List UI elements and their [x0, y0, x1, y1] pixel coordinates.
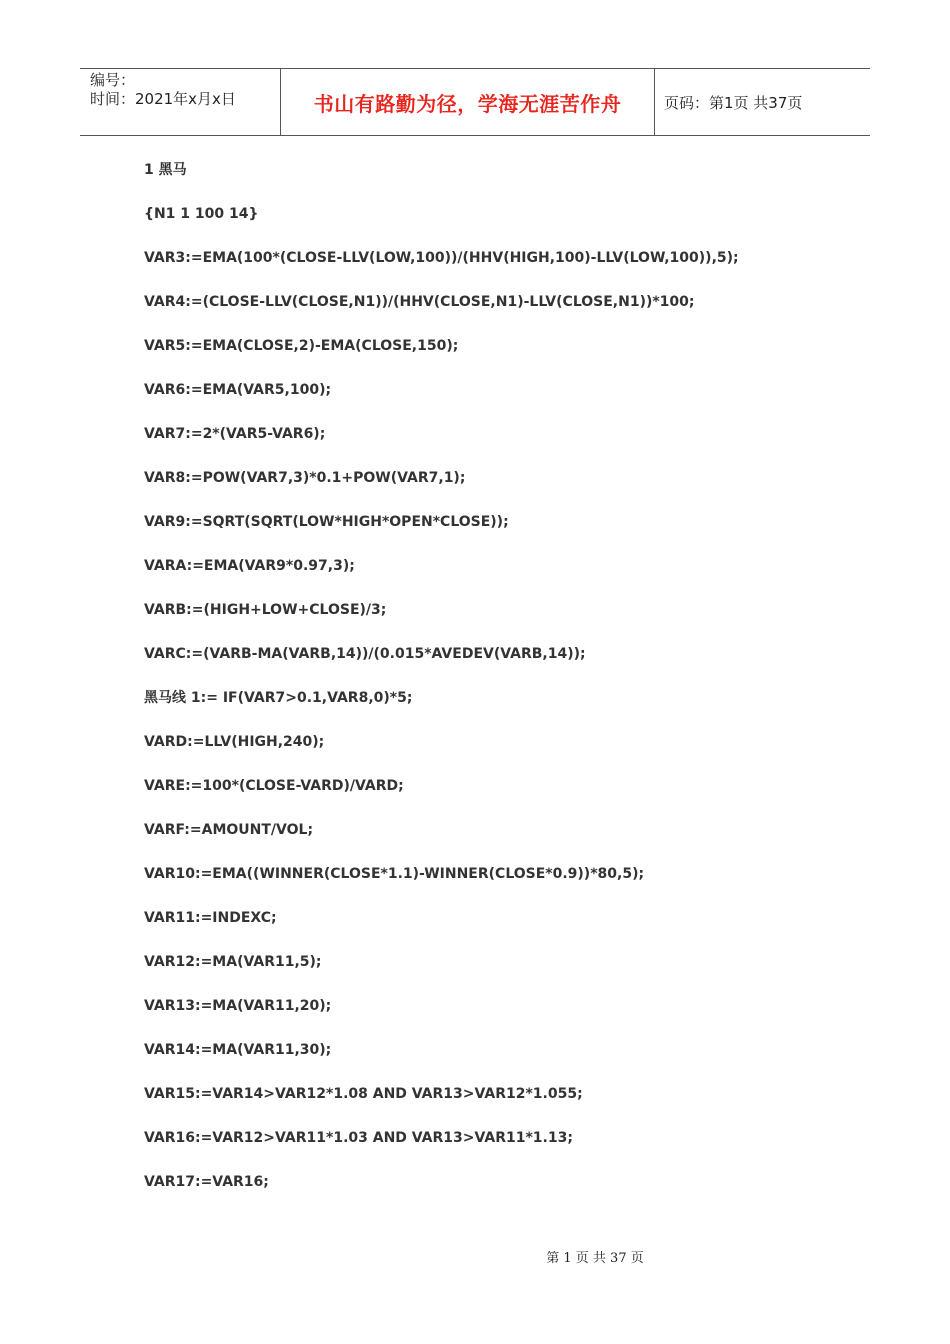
formula-line: VARD:=LLV(HIGH,240); [144, 734, 325, 750]
header-motto-cell [281, 69, 655, 135]
header-meta-cell [80, 69, 281, 135]
formula-line: VAR6:=EMA(VAR5,100); [144, 382, 332, 398]
formula-line: VARA:=EMA(VAR9*0.97,3); [144, 558, 355, 574]
formula-line: VAR13:=MA(VAR11,20); [144, 998, 332, 1014]
formula-line: VAR12:=MA(VAR11,5); [144, 954, 322, 970]
formula-line: 黑马线 1:= IF(VAR7>0.1,VAR8,0)*5; [144, 690, 413, 706]
document-body [144, 160, 864, 1216]
page-header [80, 68, 870, 136]
formula-line: VAR10:=EMA((WINNER(CLOSE*1.1)-WINNER(CLOSE*0.9))*80,5); [144, 866, 645, 882]
header-motto: 书山有路勤为径，学海无涯苦作舟 [313, 91, 622, 116]
formula-line: VAR16:=VAR12>VAR11*1.03 AND VAR13>VAR11*1.13; [144, 1130, 573, 1146]
formula-line: VARC:=(VARB-MA(VARB,14))/(0.015*AVEDEV(VARB,14)); [144, 646, 586, 662]
header-page-cell [655, 69, 870, 135]
formula-line: VAR11:=INDEXC; [144, 910, 277, 926]
formula-line: VAR3:=EMA(100*(CLOSE-LLV(LOW,100))/(HHV(HIGH,100)-LLV(LOW,100)),5); [144, 250, 739, 266]
formula-title: 1 黑马 [144, 162, 187, 178]
footer-page-number: 第 1 页 共 37 页 [546, 1251, 644, 1266]
formula-line: VAR4:=(CLOSE-LLV(CLOSE,N1))/(HHV(CLOSE,N1)-LLV(CLOSE,N1))*100; [144, 294, 695, 310]
formula-line: VAR14:=MA(VAR11,30); [144, 1042, 332, 1058]
formula-line: VARB:=(HIGH+LOW+CLOSE)/3; [144, 602, 387, 618]
document-time-label: 时间：2021年x月x日 [90, 90, 236, 108]
formula-line: VARE:=100*(CLOSE-VARD)/VARD; [144, 778, 404, 794]
formula-params: {N1 1 100 14} [144, 206, 259, 222]
document-number-label: 编号： [90, 71, 136, 89]
formula-line: VARF:=AMOUNT/VOL; [144, 822, 314, 838]
page-footer [0, 1247, 950, 1266]
formula-line: VAR17:=VAR16; [144, 1174, 269, 1190]
formula-line: VAR9:=SQRT(SQRT(LOW*HIGH*OPEN*CLOSE)); [144, 514, 509, 530]
formula-line: VAR5:=EMA(CLOSE,2)-EMA(CLOSE,150); [144, 338, 459, 354]
formula-line: VAR7:=2*(VAR5-VAR6); [144, 426, 326, 442]
formula-line: VAR15:=VAR14>VAR12*1.08 AND VAR13>VAR12*1.055; [144, 1086, 583, 1102]
header-page-info: 页码：第1页 共37页 [664, 93, 803, 112]
formula-line: VAR8:=POW(VAR7,3)*0.1+POW(VAR7,1); [144, 470, 466, 486]
